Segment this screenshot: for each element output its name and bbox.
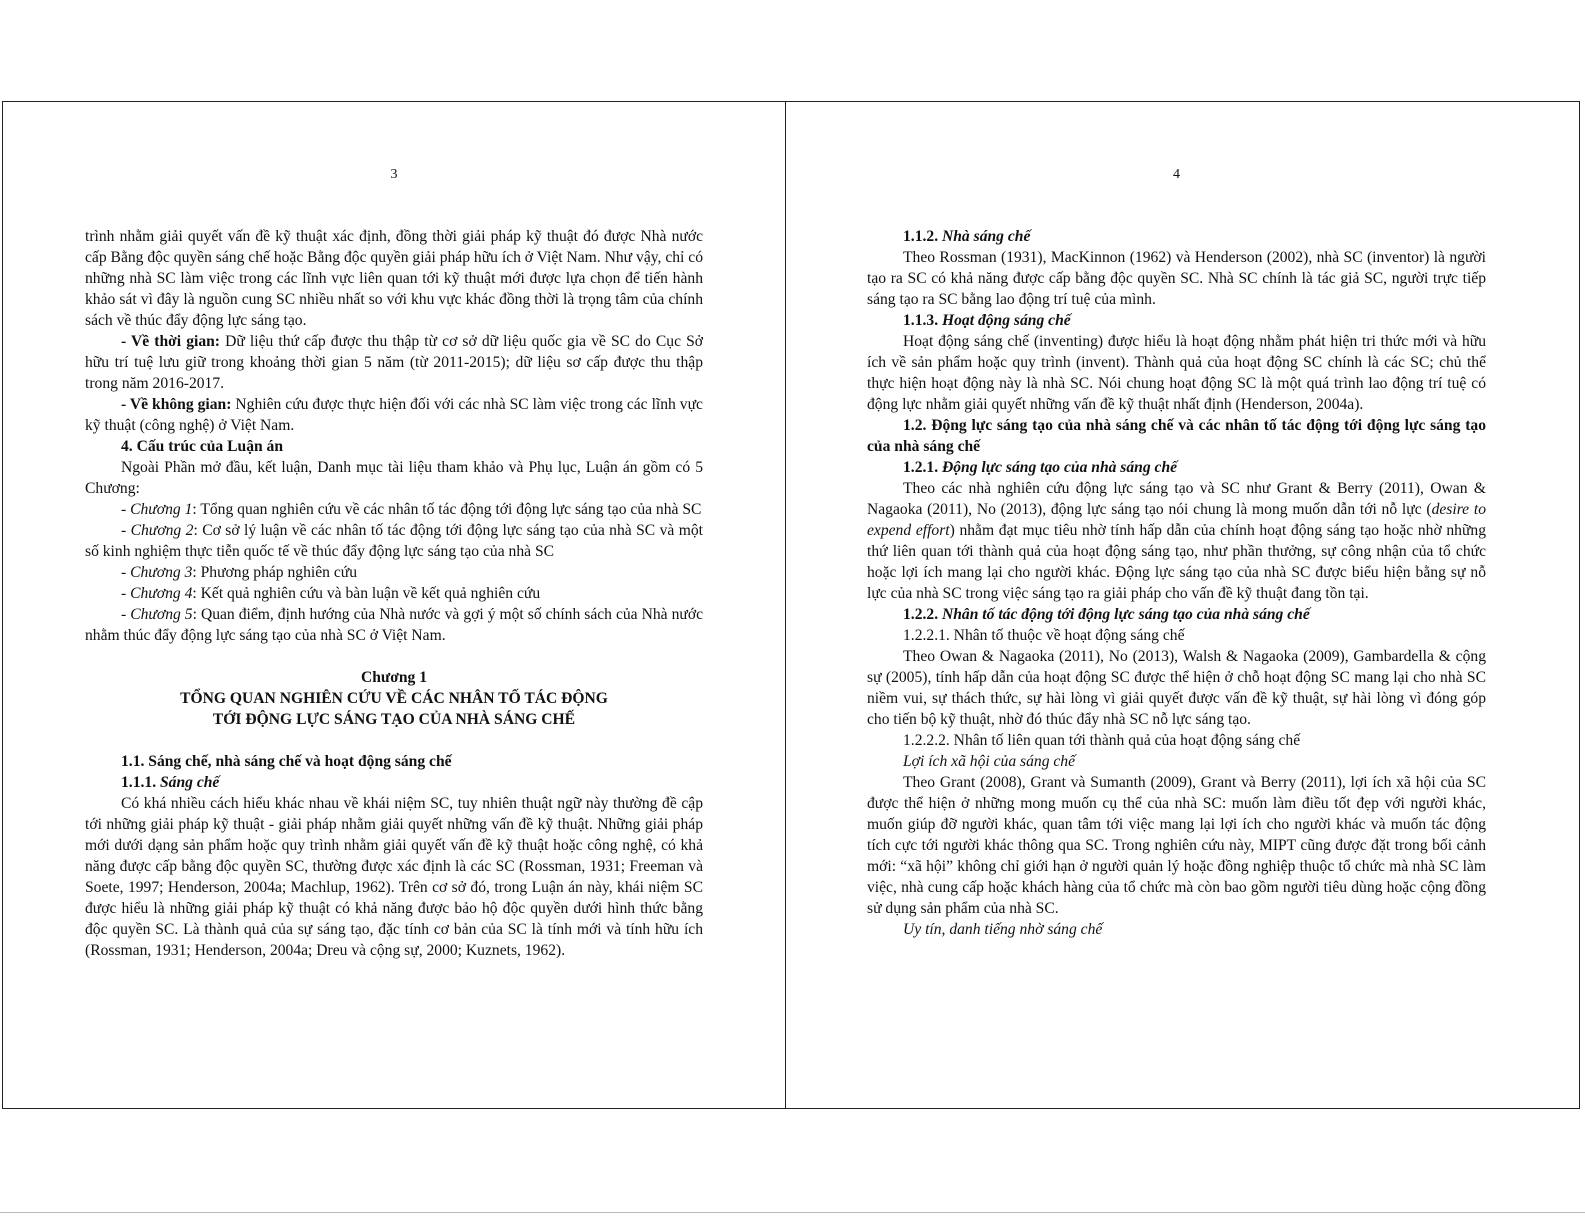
section-heading: 4. Cấu trúc của Luận án (121, 438, 284, 455)
heading-number: 1.2.2. (903, 606, 939, 623)
subsection-heading (867, 226, 1486, 247)
right-page (867, 102, 1486, 1108)
chapter-item-text: : Tổng quan nghiên cứu về các nhân tố tác động tới động lực sáng tạo của nhà SC (192, 501, 702, 518)
page-number: 3 (390, 167, 398, 182)
chapter-item-text: : Kết quả nghiên cứu và bàn luận về kết quả nghiên cứu (192, 585, 541, 602)
page-divider (785, 102, 786, 1108)
paragraph-space-scope (85, 394, 703, 436)
section-heading: 1.2. Động lực sáng tạo của nhà sáng chế và các nhân tố tác động tới động lực sáng tạo của nhà sáng chế (867, 417, 1486, 455)
heading-title: Động lực sáng tạo của nhà sáng chế (942, 459, 1178, 476)
paragraph: Có khá nhiều cách hiểu khác nhau về khái niệm SC, tuy nhiên thuật ngữ này thường đề cập tới những giải pháp kỹ thuật - giải pháp nhằm giải quyết những vấn đề kỹ thuật. Những giải pháp mới dưới dạng sản phẩm hoặc quy trình nhằm giải quyết vấn đề kỹ thuật hoặc công nghệ, có khả năng được cấp bằng độc quyền SC, thường được xác định là các SC (Rossman, 1931; Freeman và Soete, 1997; Henderson, 2004a; Machlup, 1962). Trên cơ sở đó, trong Luận án này, khái niệm SC được hiểu là những giải pháp kỹ thuật có khả năng được bảo hộ độc quyền dưới hình thức bằng độc quyền SC. Là thành quả của sự sáng tạo, đặc tính cơ bản của SC là tính mới và tính hữu ích (Rossman, 1931; Henderson, 2004a; Dreu và cộng sự, 2000; Kuznets, 1962). (85, 795, 703, 959)
emphasis: desire to expend effort (867, 501, 1486, 539)
subsection-heading (867, 604, 1486, 625)
subsection-heading (867, 457, 1486, 478)
chapter-item-text: : Phương pháp nghiên cứu (192, 564, 358, 581)
bottom-rule (0, 1212, 1585, 1213)
text: Dữ liệu thứ cấp được thu thập từ cơ sở dữ liệu quốc gia về SC do Cục Sở hữu trí tuệ lưu giữ trong khoảng thời gian 5 năm (từ 2011-2015); dữ liệu sơ cấp được thu thập trong năm 2016-2017. (85, 333, 703, 392)
text: ) nhằm đạt mục tiêu nhờ tính hấp dẫn của chính hoạt động sáng tạo hoặc nhờ những thứ liên quan tới thành quả của hoạt động sáng tạo, như phần thưởng, sự công nhận của tổ chức hoặc lợi ích mang lại cho người khác. Động lực sáng tạo của nhà SC được biểu hiện bằng sự nỗ lực của nhà SC trong việc sáng tạo ra giải pháp cho vấn đề kỹ thuật đang tồn tại. (867, 522, 1486, 602)
heading-title: Hoạt động sáng chế (942, 312, 1071, 329)
chapter-item-label: - Chương 4 (121, 585, 193, 602)
paragraph: trình nhằm giải quyết vấn đề kỹ thuật xác định, đồng thời giải pháp kỹ thuật đó được Nhà nước cấp Bằng độc quyền sáng chế hoặc Bằng độc quyền giải pháp hữu ích ở Việt Nam. Như vậy, chỉ có những nhà SC làm việc trong các lĩnh vực liên quan tới kỹ thuật mới được lựa chọn để tiến hành khảo sát vì đây là nguồn cung SC nhiều nhất so với khu vực khác đồng thời là trọng tâm của chính sách về thúc đẩy động lực sáng tạo. (85, 228, 703, 329)
label: - Về thời gian: (121, 333, 221, 350)
chapter-item-text: : Cơ sở lý luận về các nhân tố tác động tới động lực sáng tạo của nhà SC và một số kinh nghiệm thực tiễn quốc tế về thúc đẩy động lực sáng tạo của nhà SC (85, 522, 704, 560)
document-spread (2, 101, 1580, 1109)
paragraph: Hoạt động sáng chế (inventing) được hiểu là hoạt động nhằm phát hiện tri thức mới và hữu ích về sản phẩm hoặc quy trình (invent). Thành quả của hoạt động SC chính là các SC; chủ thể thực hiện hoạt động này là nhà SC. Nói chung hoạt động SC là một quá trình lao động trí tuệ có động lực nhằm giải quyết những vấn đề kỹ thuật nhất định (Henderson, 2004a). (867, 333, 1486, 413)
subsection-heading (85, 772, 703, 793)
chapter-label: Chương 1 (360, 669, 428, 686)
chapter-item (85, 583, 703, 604)
section-heading: 1.1. Sáng chế, nhà sáng chế và hoạt động sáng chế (121, 753, 452, 770)
chapter-item (85, 562, 703, 583)
chapter-item-label: - Chương 5 (121, 606, 193, 623)
italic-subheading: Uy tín, danh tiếng nhờ sáng chế (903, 921, 1103, 938)
paragraph-time-scope (85, 331, 703, 394)
chapter-item-label: - Chương 1 (121, 501, 193, 518)
chapter-title-line-2: TỚI ĐỘNG LỰC SÁNG TẠO CỦA NHÀ SÁNG CHẾ (212, 711, 576, 728)
chapter-item-label: - Chương 3 (121, 564, 193, 581)
left-page (85, 102, 703, 1108)
chapter-item (85, 499, 703, 520)
paragraph: Theo Grant (2008), Grant và Sumanth (2009), Grant và Berry (2011), lợi ích xã hội của SC được thể hiện ở những mong muốn cụ thể của nhà SC: muốn làm điều tốt đẹp với người khác, muốn giúp đỡ người khác, quan tâm tới việc mang lại lợi ích cho người khác và muốn tác động tích cực tới người khác thông qua SC. Trong nghiên cứu này, MIPT cũng được đặt trong bối cảnh mới: “xã hội” không chỉ giới hạn ở người quản lý hoặc đồng nghiệp thuộc tổ chức mà nhà SC làm việc, nhà cung cấp hoặc khách hàng của tổ chức mà còn bao gồm người tiêu dùng hoặc cộng đồng sử dụng sản phẩm của nhà SC. (867, 774, 1486, 917)
right-page-content (867, 226, 1486, 940)
heading-title: Sáng chế (160, 774, 220, 791)
heading-title: Nhân tố tác động tới động lực sáng tạo của nhà sáng chế (942, 606, 1310, 623)
heading-number: 1.1.1. (121, 774, 157, 791)
chapter-item (85, 604, 703, 646)
text: Theo các nhà nghiên cứu động lực sáng tạo và SC như Grant & Berry (2011), Owan & Nagaoka (2011), No (2013), động lực sáng tạo nói chung là mong muốn dẫn tới nỗ lực ( (867, 480, 1486, 518)
sub-subsection-heading: 1.2.2.1. Nhân tố thuộc về hoạt động sáng chế (903, 627, 1185, 644)
chapter-title-line-1: TỔNG QUAN NGHIÊN CỨU VỀ CÁC NHÂN TỐ TÁC ĐỘNG (180, 690, 608, 707)
subsection-heading (867, 310, 1486, 331)
paragraph: Ngoài Phần mở đầu, kết luận, Danh mục tài liệu tham khảo và Phụ lục, Luận án gồm có 5 Chương: (85, 459, 703, 497)
italic-subheading: Lợi ích xã hội của sáng chế (903, 753, 1076, 770)
left-page-content (85, 226, 703, 961)
chapter-item-text: : Quan điểm, định hướng của Nhà nước và gợi ý một số chính sách của Nhà nước nhằm thúc đẩy động lực sáng tạo của nhà SC ở Việt Nam. (85, 606, 703, 644)
paragraph: Theo Owan & Nagaoka (2011), No (2013), Walsh & Nagaoka (2009), Gambardella & cộng sự (2005), tính hấp dẫn của hoạt động SC được thể hiện ở chỗ hoạt động SC mang lại cho nhà SC niềm vui, sự thách thức, sự hài lòng vì giải quyết được vấn đề kỹ thuật, sự hài lòng vì đóng góp cho tiến bộ kỹ thuật, nhờ đó thúc đẩy nhà SC nỗ lực sáng tạo. (867, 648, 1486, 728)
heading-number: 1.1.3. (903, 312, 939, 329)
chapter-item-label: - Chương 2 (121, 522, 194, 539)
sub-subsection-heading: 1.2.2.2. Nhân tố liên quan tới thành quả của hoạt động sáng chế (903, 732, 1301, 749)
heading-number: 1.1.2. (903, 228, 939, 245)
text: Nghiên cứu được thực hiện đối với các nhà SC làm việc trong các lĩnh vực kỹ thuật (công nghệ) ở Việt Nam. (85, 396, 703, 434)
heading-title: Nhà sáng chế (942, 228, 1031, 245)
paragraph (867, 478, 1486, 604)
page-number: 4 (1173, 167, 1180, 182)
paragraph: Theo Rossman (1931), MacKinnon (1962) và Henderson (2002), nhà SC (inventor) là người tạo ra SC có khả năng được cấp bằng độc quyền SC. Nhà SC chính là tác giả SC, người trực tiếp sáng tạo ra SC bằng lao động trí tuệ của mình. (867, 249, 1486, 308)
label: - Về không gian: (121, 396, 232, 413)
chapter-item (85, 520, 703, 562)
heading-number: 1.2.1. (903, 459, 939, 476)
